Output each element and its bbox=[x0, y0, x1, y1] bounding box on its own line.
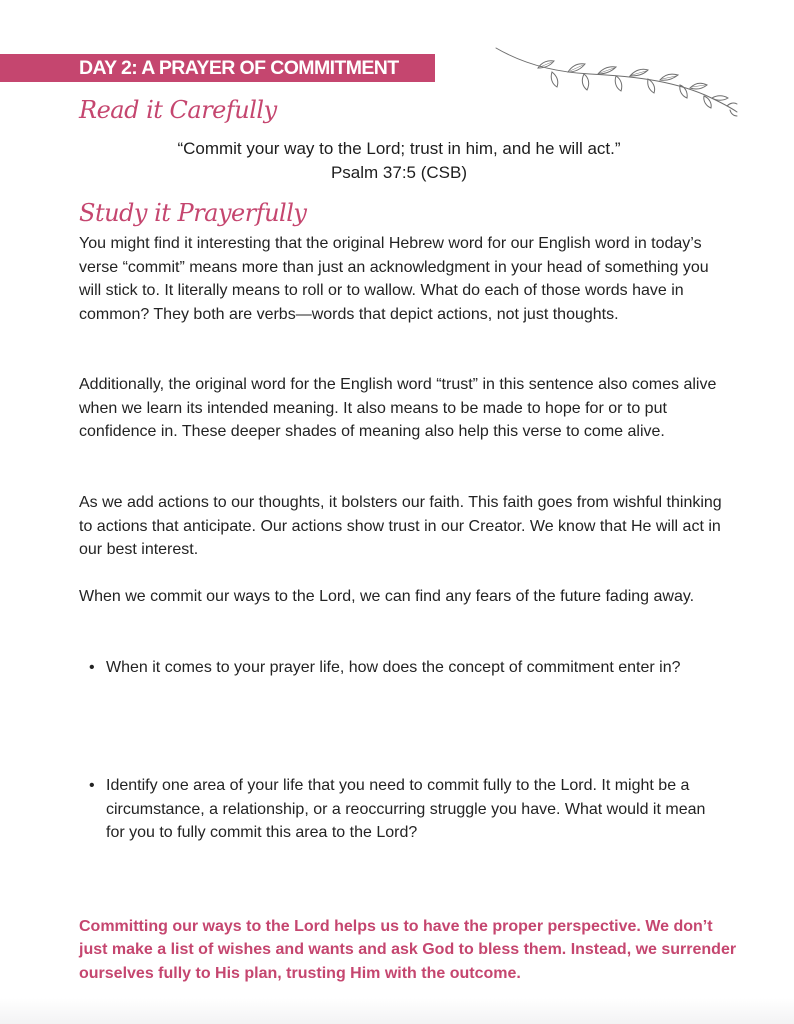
study-paragraph: You might find it interesting that the original Hebrew word for our English word in today’s verse “commit” means more than just an acknowledgment in your head of something you will stick to. It literally means to roll or to wallow. What do each of those words have in common? They both are verbs—words that depict actions, not just thoughts. bbox=[79, 235, 709, 323]
verse-reference: Psalm 37:5 (CSB) bbox=[330, 163, 468, 182]
bullet-icon: • bbox=[89, 777, 95, 794]
closing-statement: Committing our ways to the Lord helps us to have the proper perspective. We don’t just make a list of wishes and wants and ask God to bless them. Instead, we surrender ourselves fully to His plan, trusting Him with the outcome. bbox=[79, 918, 737, 982]
study-paragraph: Additionally, the original word for the English word “trust” in this sentence also comes alive when we learn its intended meaning. It also means to be made to hope for or to put confidence in. These deeper shades of meaning also help this verse to come alive. bbox=[79, 376, 717, 440]
reflection-question bbox=[79, 774, 719, 845]
reflection-question-text: When it comes to your prayer life, how does the concept of commitment enter in? bbox=[106, 659, 681, 676]
title-banner bbox=[0, 54, 435, 82]
reflection-question bbox=[79, 656, 719, 680]
reflection-question-list bbox=[79, 656, 719, 680]
leafy-branch-icon bbox=[490, 40, 740, 120]
read-section-heading: Read it Carefully bbox=[79, 96, 277, 124]
study-paragraph: When we commit our ways to the Lord, we can find any fears of the future fading away. bbox=[79, 588, 695, 605]
page-bottom-shadow bbox=[0, 998, 794, 1024]
study-paragraph: As we add actions to our thoughts, it bolsters our faith. This faith goes from wishful thinking to actions that anticipate. Our actions show trust in our Creator. We know that He will act in our best interest. bbox=[79, 494, 722, 558]
reflection-question-text: Identify one area of your life that you need to commit fully to the Lord. It might be a circumstance, a relationship, or a reoccurring struggle you have. What would it mean for you to fully commit this area to the Lord? bbox=[106, 777, 706, 841]
study-section-heading: Study it Prayerfully bbox=[79, 199, 307, 227]
page-title: DAY 2: A PRAYER OF COMMITMENT bbox=[79, 57, 399, 79]
verse-quote: “Commit your way to the Lord; trust in him, and he will act.” bbox=[177, 139, 621, 158]
reflection-question-list bbox=[79, 774, 719, 845]
bullet-icon: • bbox=[89, 659, 95, 676]
